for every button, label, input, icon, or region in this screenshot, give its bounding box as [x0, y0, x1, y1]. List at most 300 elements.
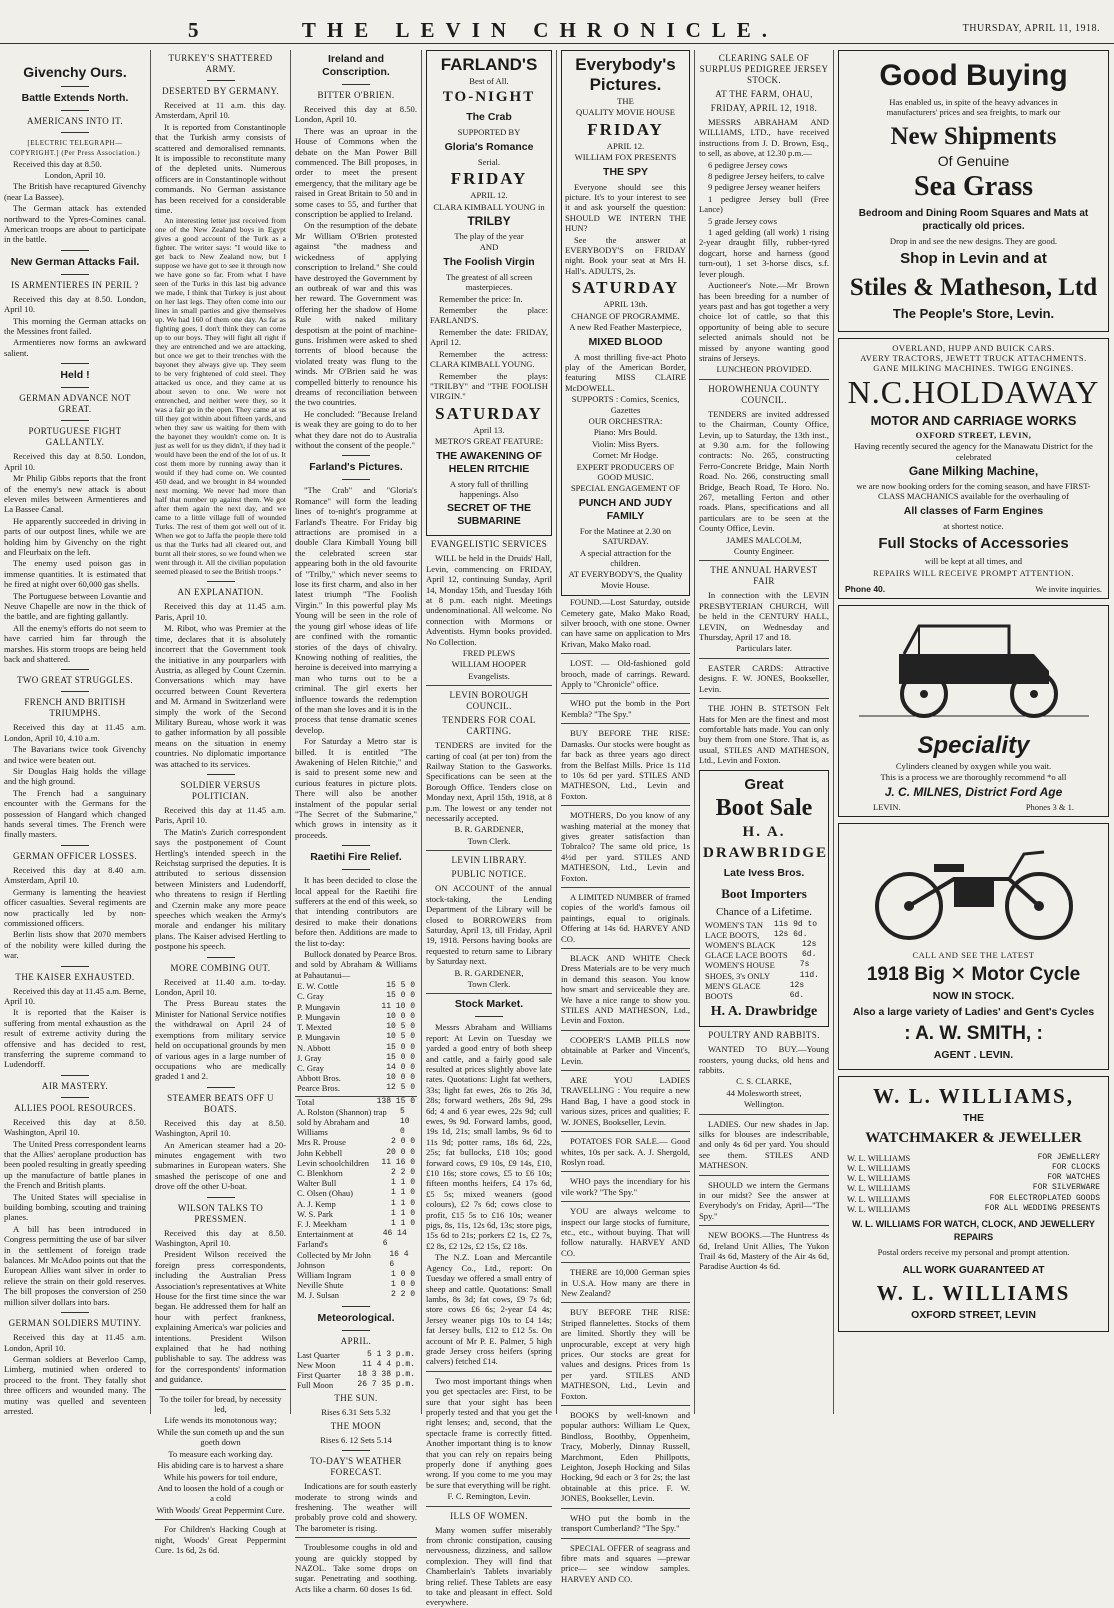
ad-title: W. L. WILLIAMS — [876, 1280, 1071, 1305]
classified-ad: THE JOHN B. STETSON Felt Hats for Men are the finest and most comfortable hats made. You can only buy them from one Store. That is, as usual, STILES AND MATHESON, Ltd., Levin and Foxton. — [699, 703, 829, 766]
ad-text: See the answer at EVERYBODY'S on FRIDAY night. Book your seat at Mrs H. Hall's. ADULTS, 2s. — [565, 234, 686, 276]
donor-row — [295, 1012, 417, 1022]
section-heading: MORE COMBING OUT. — [170, 962, 271, 973]
ad-text: OUR ORCHESTRA: — [588, 415, 663, 426]
row-label: William Ingram — [297, 1269, 352, 1280]
ad-heading: MOTOR AND CARRIAGE WORKS — [870, 413, 1077, 429]
ad-title: W. L. WILLIAMS, — [873, 1083, 1074, 1108]
paragraph: A bill has been introduced in Congress permitting the use of bar silver in the settlement of foreign trade balances. Mr McAdoo points out that the European Allies want silver in order to relieve the strain on their gold reserves. The bill proposes the conversion of 250 million silver dollars into bars. — [4, 1223, 146, 1307]
paragraph: German soldiers at Beverloo Camp, Limberg, mutinied when ordered to proceed to the front. They fatally shot three officers and wounded many. The mutiny was quelled and seventeen arrested. — [4, 1353, 146, 1416]
paragraph: The enemy used poison gas in immense quantities. It is estimated that he fired at night over 60,000 gas shells. — [4, 558, 146, 590]
verse-line: While the sun cometh up and the sun goeth down — [156, 1426, 285, 1448]
divider — [426, 850, 552, 851]
classified-ad: SHOULD we intern the Germans in our midst? See the answer at Everybody's on Friday, April—"The Spy." — [699, 1179, 829, 1221]
ad-title: Everybody's Pictures. — [575, 55, 676, 94]
article-headline: Held ! — [60, 369, 90, 382]
row-value: 1 1 0 — [390, 1218, 415, 1228]
masthead — [0, 14, 1114, 44]
paragraph: President Wilson received the foreign press correspondents, including the Australian Press Association's representatives at White House for the first time since the war began. He addressed them for half an hour with perfect frankness, explaining America's war policies and intentions. President Wilson explained that he had nothing publishable to say. The address was for the correspondents' information and guidance. — [155, 1249, 286, 1385]
section-heading: BITTER O'BRIEN. — [317, 90, 395, 100]
ad-text: EXPERT PRODUCERS OF GOOD MUSIC. — [576, 461, 675, 482]
signature: B. R. GARDENER, — [454, 967, 524, 978]
row-value: 11s 9d to 12s 6d. — [773, 919, 818, 939]
ad-heading: New Shipments — [890, 122, 1057, 150]
divider — [207, 1087, 235, 1088]
row-label: Pearce Bros. — [297, 1083, 340, 1094]
ad-text: Best of All. — [469, 76, 509, 86]
divider — [699, 379, 829, 380]
williams-ad — [838, 1076, 1109, 1332]
paragraph: M. Ribot, who was Premier at the time, declares that it is absolutely incorrect that the Government took the initiative in any pourparlers with Austria, as alleged by Count Czernin. Conversations which may have occurred between Count Revertera and M. Armand in Switzerland were simply the work of the Second Military Bureau, whose work it was to gather information by all possible means on the situation in enemy countries. No diplomatic importance was attached to its services. — [155, 623, 286, 769]
ad-text: Violin: Miss Byers. — [591, 438, 660, 449]
row-label: P. Mungavin — [297, 1011, 340, 1022]
paragraph: Auctioneer's Note.—Mr Brown has been breeding for a number of years past and has got together a very choice lot of cattle, so that this opportunity of being able to secure selected animals should not be missed by anyone wanting good strains of Jerseys. — [699, 280, 829, 363]
row-value: 2 0 0 — [390, 1137, 415, 1147]
signature: Town Clerk. — [467, 835, 511, 846]
divider — [342, 1450, 370, 1451]
classified-ad: BUY BEFORE THE RISE: Striped flannelettes. Stocks of them are limited. Shortly they will be unprocurable, except at very high prices. Our stocks are great for values and designs. Prices from 1s per yard. STILES AND MATHESON, Ltd., Levin and Foxton. — [561, 1307, 690, 1401]
paragraph: Messrs Abraham and Williams report: At Levin on Tuesday we yarded a good entry of both sheep and cattle, and a fairly good sale resulted at prices slightly above late rates. Quotations: Light fat wethers, 33s; light fat ewes, 26s to 26s 3d, 28s; forward wethers, 28s 9d, 29s 6d; 4 and 6 year ewes, 22s 9d; cull ewes, 9s 9d. Forward lambs, good, 19s 1d, 21s; small lambs, 9s 6d to 11s 9d; potter rams, 18s 6d, 22s, 25s; fat bullocks, £18 10s; good forward cows, £9 10s, £9 14s, £10, £10 16s; store cows, £5 to £6 10s; fifteen months heifers, £4 17s 6d, £5 5s; mixed weaners (good colours), £2 7s 6d; cows close to profit, £15 5s to £16 10s; weaner pigs, 8s, 11s, 12s 6d, 13s; store pigs, 15s 6d to 21s; porkers £2 1s, £2 7s, £2 8s, £2 12s, £2 15s, £2 18s. — [426, 1022, 552, 1251]
divider — [61, 669, 89, 670]
ad-text: Drop in and see the new designs. They are good. — [889, 235, 1058, 246]
row-value: 14 0 0 — [386, 1062, 415, 1072]
ad-heading: Boot Importers — [721, 885, 807, 901]
ad-text: Has enabled us, in spite of the heavy advances in manufacturers' prices and sea freights, to mark our — [886, 97, 1061, 118]
article-headline: New German Attacks Fail. — [10, 255, 140, 268]
section-heading: ALLIES POOL RESOURCES. — [14, 1102, 136, 1113]
classified-ad: ARE YOU LADIES TRAVELLING : You require a new Hand Bag, I have a good stock in various sizes, prices and qualities; F. W. JONES, Bookseller, Levin. — [561, 1075, 690, 1127]
paragraph: The British have recaptured Givenchy (near La Bassee). — [4, 181, 146, 202]
paragraph: On the resumption of the debate Mr William O'Brien protested against "the madness and wickedness of applying conscription to Ireland." She could have destroyed the Government by an outbreak of war and this was her reward. The Government was offering her the shadow of Home Rule with naked military despotism at the point of machine-guns. Irishmen were asked to shed torrents of blood because the violated treaty was flung to the winds. Mr O'Brien said he was compelled bitterly to renounce his dreams of reconciliation between the two countries. — [295, 220, 417, 408]
wire-credit: [ELECTRIC TELEGRAPH—COPYRIGHT.] (Per Press Association.) — [9, 139, 141, 157]
row-value: 11 4 4 p.m. — [362, 1359, 415, 1369]
row-label: WOMEN'S TAN LACE BOOTS, — [705, 919, 764, 940]
row-label: WOMEN'S BLACK GLACE LACE BOOTS — [705, 939, 788, 961]
row-label: A. Rolston (Shannon) trap sold by Abraham and Williams — [297, 1106, 387, 1138]
ad-text: Particulars later. — [736, 643, 792, 654]
row-label: Levin schoolchildren — [297, 1157, 369, 1168]
section-heading: POULTRY AND RABBITS. — [708, 1030, 820, 1041]
ad-heading: Sea Grass — [914, 170, 1033, 202]
row-value: 18 3 38 p.m. — [357, 1369, 415, 1379]
row-label: W. S. Park — [297, 1208, 334, 1219]
phone-number: Phone 40. — [845, 583, 886, 594]
paragraph: Germany is lamenting the heaviest officer casualties. Several regiments are now practically led by non-commissioned officers. — [4, 886, 146, 928]
section-heading: APRIL. — [340, 1335, 372, 1346]
donor-row — [295, 1073, 417, 1083]
article-subheadline: Battle Extends North. — [21, 92, 129, 104]
paragraph: The Portuguese between Lovantie and Neuve Chapelle are now in the thick of the battle, and are fighting gallantly. — [4, 590, 146, 622]
paragraph: He concluded: "Because Ireland is weak they are going to do to her what they dare not do to Australia without the consent of the people." — [295, 408, 417, 450]
paragraph: In connection with the LEVIN PRESBYTERIAN CHURCH, Will be held in the CENTURY HALL, LEVIN, on Wednesday and Thursday, April 17 and 18. — [699, 590, 829, 643]
section-heading: HOROWHENUA COUNTY COUNCIL. — [708, 383, 820, 405]
row-value: 1 0 0 — [390, 1269, 415, 1279]
row-label: W. L. WILLIAMS — [847, 1163, 911, 1174]
ad-text: THE — [617, 96, 634, 106]
section-heading: GERMAN SOLDIERS MUTINY. — [8, 1318, 142, 1329]
paragraph: An interesting letter just received from one of the New Zealand boys in Egypt gives a good account of the Turk as a fighter. The writer says: "I would like to get back to New Zealand now, but I suppose we have got to see it through now we have gone so far. From what I have seen of the Turks in this last big advance we made, I think that Turkey is just about on her last legs. They often come into our lines in small parties and give themselves up. We had 160 of them one day. As far as fighting goes, I don't think they can come up to our boys. They will fight all right if they are entrenched and we are attacking, but once we get to their trenches with the bayonet they always give up. They seem to be very frightened of cold steel. They attacked us once, and they came at us about seven to one. We were not entrenched, and neither were they, so it was a fair go in the open. They came at us till they got within about fifteen yards, and when they saw us waiting for them with the bayonet they wouldn't come on. It is just as well for us they didn't, if they had it would have been the end of the lot of us. It cost them more by running away than it would if they had come on. We counted 450 dead, and we brought in 84 wounded next morning. We never had more than half that number up against them. We got after them again the next day, and we came to a little village full of wounded Turks. The rest of them got well out of it. When we got to Jaffa the people there told us that the Turks had all cleared out, and burnt all their stores, so we found when we went through it. All the civilian population seemed pleased to see the British troops." — [155, 216, 286, 577]
ad-text: WILLIAM FOX PRESENTS — [574, 152, 677, 163]
paragraph: Received this day at 8.50. — [13, 159, 102, 169]
ad-text: ALL WORK GUARANTEED AT — [902, 1264, 1045, 1276]
paragraph: The French had a sanguinary encounter with the Germans for the possession of Hangard which changed hands several times. The French were finally masters. — [4, 787, 146, 840]
classified-ad: A LIMITED NUMBER of framed copies of the world's famous oil paintings, equal to originals. Offering at 14s 6d. HARVEY AND CO. — [561, 891, 690, 944]
classified-ad: SPECIAL OFFER of seagrass and fibre mats and squares —prewar price— see window samples. HARVEY AND CO. — [561, 1542, 690, 1584]
divider — [561, 1201, 690, 1202]
total-label: Total — [297, 1096, 315, 1107]
ad-text: CLARA KIMBALL YOUNG in — [433, 201, 545, 212]
donor-row — [295, 1219, 417, 1229]
row-label: Abbott Bros. — [297, 1073, 341, 1084]
ad-text: This is a process we are thoroughly recommend *o all — [880, 772, 1067, 783]
column-rule — [694, 50, 695, 1414]
donor-row — [295, 1270, 417, 1280]
moon-phase-row — [295, 1380, 417, 1390]
row-label: E. W. Cottle — [297, 981, 339, 992]
farlands-ad — [426, 50, 552, 536]
classified-ad: LADIES. Our new shades in Jap. silks for blouses are indescribable, and only 4s 6d per yard. You should see them. STILES AND MATHESON. — [699, 1118, 829, 1171]
row-label: W. L. WILLIAMS — [847, 1173, 911, 1184]
row-label: W. L. WILLIAMS — [847, 1183, 911, 1194]
verse-line: To the toiler for bread, by necessity led, — [159, 1393, 282, 1415]
ad-text: GANE MILKING MACHINES. TWIGG ENGINES. — [873, 363, 1074, 374]
donor-row — [295, 1043, 417, 1053]
divider — [342, 455, 370, 456]
ad-text: AT EVERYBODY'S, the Quality Movie House. — [568, 569, 683, 590]
row-value: 26 7 35 p.m. — [357, 1380, 415, 1390]
row-value: 10 5 0 — [386, 1032, 415, 1042]
divider — [342, 845, 370, 846]
paragraph: Received this day at 8.50. Washington, April 10. — [155, 1227, 286, 1248]
donor-row — [295, 1199, 417, 1209]
row-label: First Quarter — [297, 1369, 341, 1380]
ad-text: Of Genuine — [937, 152, 1010, 169]
section-heading: IS ARMENTIERES IN PERIL ? — [11, 279, 139, 290]
sale-item: 1 aged gelding (all work) 1 rising 2-year draught filly, rubber-tyred dogcart, horse and harness (good turn-out), 1 set 3-horse discs, s.f. lever plough. — [699, 227, 829, 279]
ad-text: CALL AND SEE THE LATEST — [912, 949, 1035, 960]
ad-text: For the Matinee at 2.30 on SATURDAY. — [579, 525, 672, 547]
section-heading: GERMAN OFFICER LOSSES. — [12, 850, 138, 861]
section-heading: THE ANNUAL HARVEST FAIR — [710, 565, 818, 587]
row-value: 15 5 0 — [386, 981, 415, 991]
row-value: 1 0 0 — [390, 1280, 415, 1290]
section-heading: TO-DAY'S WEATHER FORECAST. — [310, 1456, 402, 1478]
divider — [342, 84, 370, 85]
section-heading: PUBLIC NOTICE. — [451, 869, 527, 880]
row-value: 10 5 0 — [386, 1022, 415, 1032]
divider — [207, 774, 235, 775]
ford-ad — [838, 605, 1109, 817]
ad-heading: Great — [744, 775, 784, 793]
divider — [61, 1075, 89, 1076]
row-value: 12 5 0 — [386, 1083, 415, 1093]
divider — [61, 966, 89, 967]
paragraph: Received this day at 8.40 a.m. Amsterdam, April 10. — [4, 864, 146, 886]
stiles-matheson-ad — [838, 50, 1109, 332]
donor-row — [295, 1158, 417, 1168]
ad-heading: SATURDAY — [571, 278, 680, 298]
row-value: 12s 6d. — [789, 980, 805, 1000]
ad-heading: Full Stocks of Accessories — [878, 535, 1069, 553]
row-value: 5 10 0 — [399, 1106, 410, 1137]
paragraph: TENDERS are invited addressed to the Chairman, County Office, Levin, up to Saturday, the 13th inst., at 9.30 a.m. for the following contracts: No. 265, constructing Ferro-Concrete Bridge, Main North Road. No. 266, constructing small Bridge, Beach Road, Te Horo. No. 267, metalling Ferton and other roads. Plans, specifications and all particulars are to be seen at the County Office, Levin. — [699, 408, 829, 534]
row-label: Last Quarter — [297, 1349, 340, 1360]
divider — [61, 420, 89, 421]
row-value: 2 2 0 — [390, 1167, 415, 1177]
sale-item: 1 pedigree Jersey bull (Free Lance) — [699, 193, 829, 215]
ad-text: Cornet: Mr Hodge. — [592, 450, 659, 461]
row-value: 5 1 3 p.m. — [366, 1349, 415, 1359]
article-headline: Stock Market. — [454, 998, 524, 1011]
ad-text: Remember the plays: "TRILBY" and "THE FOOLISH VIRGIN." — [430, 370, 548, 402]
price-row — [703, 940, 825, 960]
ad-text: OXFORD STREET, LEVIN, — [915, 430, 1032, 441]
paragraph: The German attack has extended northward to the Ypres-Comines canal. American troops are about to participate in the battle. — [4, 203, 146, 245]
row-label: Neville Shute — [297, 1280, 344, 1291]
ad-heading: H. A. Drawbridge — [710, 1004, 818, 1020]
ad-text: A new Red Feather Masterpiece, — [569, 322, 682, 333]
divider — [699, 1175, 829, 1176]
article-headline: Farland's Pictures. — [309, 461, 403, 474]
divider — [61, 274, 89, 275]
ad-text: NOW IN STOCK. — [932, 989, 1015, 1002]
ad-text: The greatest of all screen masterpieces. — [445, 271, 533, 293]
moon-times: Rises 6. 12 Sets 5.14 — [320, 1434, 392, 1445]
classified-ad: WHO put the bomb in the transport Cumberland? "The Spy." — [561, 1512, 690, 1534]
row-value: 12s 6d. — [801, 939, 817, 960]
price-row — [703, 960, 825, 980]
price-row — [703, 920, 825, 940]
row-label: P. Mungavin — [297, 1001, 340, 1012]
section-heading: GERMAN ADVANCE NOT GREAT. — [19, 393, 131, 415]
divider — [61, 110, 89, 111]
divider — [561, 1131, 690, 1132]
ad-text: SUPPORTS : Comics, Scenics, Gazettes — [571, 394, 680, 415]
column-display-ads — [838, 50, 1109, 1414]
verse-line: To measure each working day. — [168, 1448, 273, 1459]
signature: Evangelists. — [468, 670, 510, 681]
column-notices — [699, 50, 829, 1414]
divider — [207, 80, 235, 81]
section-heading: ILLS OF WOMEN. — [450, 1510, 528, 1521]
row-label: J. Gray — [297, 1052, 322, 1063]
verse-line: And to loosen the hold of a cough or a cold — [157, 1482, 284, 1504]
ad-text: Remember the price: In. — [439, 293, 523, 304]
ad-text: Piano: Mrs Bould. — [593, 427, 658, 438]
column-everybodys-ads — [561, 50, 690, 1584]
divider — [61, 363, 89, 364]
donation-total — [295, 1096, 417, 1107]
paragraph: This morning the German attacks on the Messines front failed. — [4, 315, 146, 337]
classified-ad: BOOKS by well-known and popular authors: William Le Quex, Bindloss, Boothby, Oppenheim, Tracy, Moberly, Dinnay Russell, Marchmont, Eden Phillpotts, Leighton, Joseph Hocking and Silas Hocking, 9d each or 3 for 2s; the last obtainable at this price. F. W. JONES, Bookseller, Levin. — [561, 1410, 690, 1504]
motorcycle-ad — [838, 823, 1109, 1070]
divider — [61, 691, 89, 692]
ad-text: The play of the year — [454, 231, 524, 242]
paragraph: The Bavarians twice took Givenchy and twice were beaten out. — [4, 744, 146, 765]
ad-title: Good Buying — [879, 59, 1068, 92]
row-label: C. Gray — [297, 991, 324, 1002]
divider — [561, 1302, 690, 1303]
section-heading: AIR MASTERY. — [41, 1080, 109, 1091]
ad-feature: THE AWAKENING OF HELEN RITCHIE — [436, 449, 542, 475]
divider — [561, 723, 690, 724]
divider — [561, 693, 690, 694]
ad-heading: All classes of Farm Engines — [903, 504, 1044, 517]
ad-text: Also a large variety of Ladies' and Gent's Cycles — [852, 1005, 1095, 1018]
divider — [699, 560, 829, 561]
ad-text: We invite inquiries. — [1035, 583, 1102, 594]
section-heading: AMERICANS INTO IT. — [26, 116, 124, 126]
paragraph: Received this day at 11.45 a.m. Paris, April 10. — [155, 804, 286, 826]
car-illustration — [859, 616, 1089, 726]
article-headline: Meteorological. — [317, 1311, 395, 1324]
paragraph: The Press Bureau states the Minister for National Service notifies the withdrawal on April 24 of exemptions from military service held on occupational grounds by men of various ages in a large number of occupations who are medically graded 1 and 2. — [155, 998, 286, 1082]
ad-feature: MIXED BLOOD — [588, 335, 663, 348]
ad-feature: TRILBY — [467, 214, 511, 229]
donation-list — [295, 1107, 417, 1301]
signature: C. S. CLARKE, — [736, 1076, 792, 1087]
paragraph: Received this day at 11.45 a.m. London, April 10. — [4, 1332, 146, 1353]
row-value: FOR JEWELLERY — [1037, 1152, 1100, 1162]
divider — [295, 1537, 417, 1538]
row-value: 11 10 0 — [381, 1001, 415, 1011]
donation-list — [295, 981, 417, 1093]
row-value: 1 1 0 — [390, 1188, 415, 1198]
donor-row — [295, 1250, 417, 1270]
ad-text: Everyone should see this picture. It's to your interest to see it and ask yourself the question: SHOULD WE INTERN THE HUN? — [565, 181, 686, 234]
moon-phase-row — [295, 1360, 417, 1370]
row-label: Walter Bull — [297, 1178, 337, 1189]
paragraph: Berlin lists show that 2070 members of the nobility were killed during the war. — [4, 929, 146, 961]
ad-heading: Stiles & Matheson, Ltd — [849, 274, 1098, 302]
section-heading: FRIDAY, APRIL 12, 1918. — [710, 103, 818, 113]
page-number: 5 — [188, 18, 207, 42]
column-rule — [556, 50, 557, 1414]
ad-text: LUNCHEON PROVIDED. — [716, 364, 812, 375]
row-value: 46 14 6 — [382, 1229, 407, 1249]
row-label: C. Blenkhorn — [297, 1167, 343, 1178]
newspaper-title: THE LEVIN CHRONICLE. — [301, 18, 779, 42]
section-heading: STEAMER BEATS OFF U BOATS. — [167, 1092, 274, 1114]
row-value: 2 2 0 — [390, 1290, 415, 1300]
classified-ad: BLACK AND WHITE Check Dress Materials are to be very much in demand this season. You know how smart and serviceable they are. We have a nice range to show you. STILES AND MATHESON, Ltd., Levin and Foxton. — [561, 953, 690, 1026]
ad-heading: J. C. MILNES, District Ford Age — [884, 784, 1063, 799]
divider — [426, 1506, 552, 1507]
row-value: FOR SILVERWARE — [1032, 1183, 1100, 1193]
paragraph: Received this day at 11.45 a.m. Berne, April 10. — [4, 985, 146, 1006]
donor-row — [295, 1002, 417, 1012]
section-heading: AN EXPLANATION. — [177, 587, 264, 598]
paragraph: The United States will specialise in building bombing, scouting and training planes. — [4, 1191, 146, 1223]
divider — [61, 845, 89, 846]
ad-heading: FRIDAY — [450, 169, 528, 189]
section-heading: TENDERS FOR COAL CARTING. — [442, 715, 536, 737]
classified-ad: COOPER'S LAMB PILLS now obtainable at Parker and Vincent's, Levin. — [561, 1034, 690, 1066]
paragraph: Received at 11.40 a.m. to-day. London, April 10. — [155, 976, 286, 998]
ad-title: : A. W. SMITH, : — [904, 1022, 1043, 1044]
row-label: C. Olsen (Ohau) — [297, 1188, 353, 1199]
signature: Town Clerk. — [467, 978, 511, 989]
section-heading: LEVIN BOROUGH COUNCIL. — [449, 690, 529, 712]
ad-text: CHANGE OF PROGRAMME. — [571, 310, 680, 321]
divider — [155, 1519, 286, 1520]
row-value: FOR ELECTROPLATED GOODS — [989, 1193, 1100, 1203]
ad-text: SPECIAL ENGAGEMENT OF — [570, 483, 681, 494]
divider — [699, 658, 829, 659]
paragraph: Received this day at 8.50. London, April 10. — [4, 451, 146, 472]
ad-heading: H. A. DRAWBRIDGE — [703, 823, 829, 861]
service-row — [845, 1204, 1102, 1214]
divider — [699, 698, 829, 699]
ad-text: Serial. — [477, 156, 501, 167]
divider — [61, 1312, 89, 1313]
phone-number: Phones 3 & 1. — [1025, 801, 1074, 812]
divider — [61, 387, 89, 388]
divider — [342, 1306, 370, 1307]
divider — [207, 957, 235, 958]
section-heading: EVANGELISTIC SERVICES — [430, 539, 548, 550]
ad-title: N.C.HOLDAWAY — [847, 374, 1100, 411]
donor-row — [295, 1022, 417, 1032]
paragraph: He apparently succeeded in driving in parts of our outpost lines, while we are holding him by Givenchy on the right and Fleurbaix on the left. — [4, 515, 146, 557]
section-heading: AT THE FARM, OHAU, — [715, 89, 813, 99]
signature: 44 Molesworth street, — [726, 1087, 802, 1098]
signature: FRED PLEWS — [462, 648, 516, 658]
verse-line: While his powers for toil endure, — [163, 1471, 278, 1482]
divider — [561, 1538, 690, 1539]
classified-ad: THERE are 10,000 German spies in U.S.A. How many are there in New Zealand? — [561, 1267, 690, 1298]
paragraph: It is reported from Constantinople that the Turkish army consists of scattered and demoralised remnants. It is impossible to reconstitute many of the depleted units. Numerous officers are in Constantinople without commands. No German assistance has been received for a considerable time. — [155, 121, 286, 216]
row-value: 10 0 0 — [386, 1011, 415, 1021]
ad-text: APRIL 12. — [470, 190, 508, 201]
dateline: London, April 10. — [44, 170, 106, 181]
service-row — [845, 1183, 1102, 1193]
ad-text: we are now booking orders for the coming season, and have FIRST-CLASS MACHANICS available for the overhauling of — [856, 481, 1091, 502]
row-label: WOMEN'S HOUSE SHOES, 3's ONLY — [705, 960, 775, 981]
sale-items — [699, 160, 829, 279]
donor-row — [295, 1107, 417, 1138]
row-value: FOR ALL WEDDING PRESENTS — [984, 1203, 1100, 1213]
classified-ad: MOTHERS, Do you know of any washing material at the money that gives greater satisfaction than Tobralco? The same old price, 1s 4½d per yard. STILES AND MATHESON, Ltd., Levin and Foxton. — [561, 810, 690, 883]
ad-text: SUPPORTED BY — [457, 127, 521, 138]
paragraph: Received this day at 8.50. London, April 10. — [295, 104, 417, 125]
paragraph: Many women suffer miserably from chronic constipation, causing nervousness, dizziness, and sallow complexion. They will find that Chamberlain's Tablets invariably bring relief. These Tablets are easy to take and pleasant in effect. Sold everywhere. — [426, 1524, 552, 1608]
moon-phase-row — [295, 1350, 417, 1360]
everybodys-ad — [561, 50, 690, 596]
section-heading: DESERTED BY GERMANY. — [162, 86, 279, 96]
section-heading: PORTUGUESE FIGHT GALLANTLY. — [28, 426, 122, 448]
ad-text: A most thrilling five-act Photo play of the American Border, featuring MISS CLAIRE McDOWELL. — [565, 351, 686, 393]
ad-text: Late Ivess Bros. — [723, 866, 805, 879]
divider — [207, 581, 235, 582]
paragraph: It is reported that the Kaiser is suffering from mental exhaustion as the result of extreme activity during the offensive and has decided to rest, transferring the supreme command to Ludendorff. — [4, 1007, 146, 1070]
signature: B. R. GARDENER, — [454, 824, 524, 835]
section-heading: FRENCH AND BRITISH TRIUMPHS. — [24, 697, 126, 719]
verse-line: Life wends its monotonous way; — [164, 1415, 277, 1426]
price-list — [703, 920, 825, 1002]
ad-text: The People's Store, Levin. — [892, 306, 1055, 322]
donor-row — [295, 1032, 417, 1042]
paragraph: All the enemy's efforts do not seem to have carried him far through the marshes. His storm troops are being held back and shattered. — [4, 622, 146, 664]
row-label: MEN'S GLACE BOOTS — [705, 980, 761, 1001]
divider — [61, 86, 89, 87]
donor-row — [295, 1137, 417, 1147]
paragraph: Received this day at 8.50. Washington, April 10. — [155, 1117, 286, 1139]
ad-text: W. L. WILLIAMS FOR WATCH, CLOCK, AND JEWELLERY REPAIRS — [852, 1219, 1095, 1243]
paragraph: Two most important things when you get spectacles are: First, to be sure that your sight has been properly tested and that you get the right lenses; and, second, that the spectacle frame is correctly fitted. Another important thing is to know that you can rely on repairs being properly done if anything goes wrong. If you come to me you may be sure that everything will be right. — [426, 1375, 552, 1490]
row-label: New Moon — [297, 1359, 336, 1370]
row-value: 1 1 0 — [390, 1178, 415, 1188]
